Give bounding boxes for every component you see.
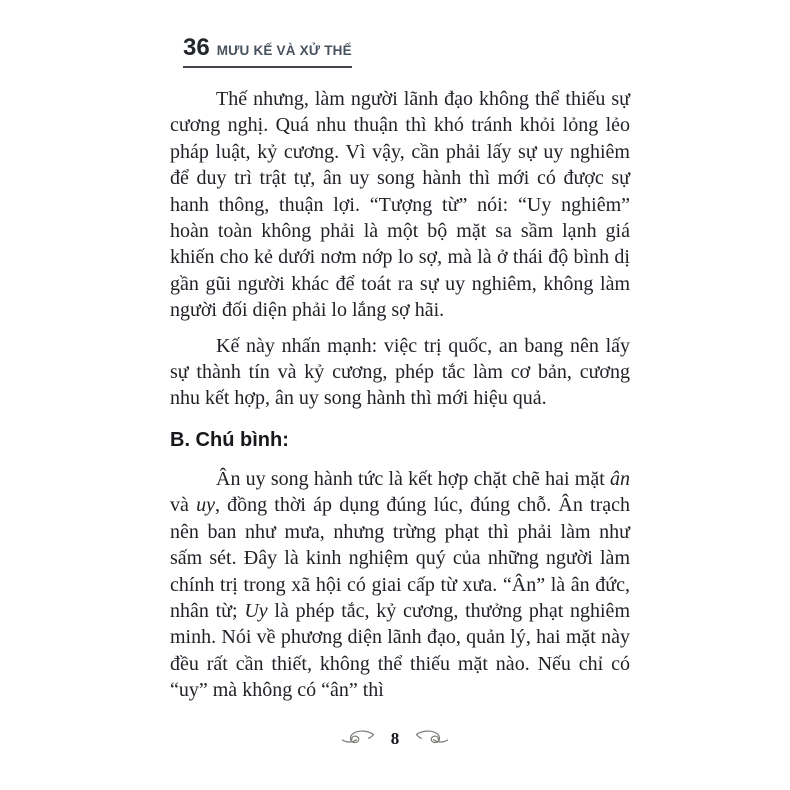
chapter-number: 36: [183, 34, 210, 61]
section-heading: B. Chú bình:: [170, 428, 289, 451]
flourish-left-icon: [341, 729, 375, 747]
paragraph: Thế nhưng, làm người lãnh đạo không thể thiếu sự cương nghị. Quá nhu thuận thì khó tránh khỏi lỏng lẻo pháp luật, kỷ cương. Vì vậy, cần phải lấy sự uy nghiêm để duy trì trật tự, ân uy song hành thì mới có được sự hanh thông, thuận lợi. “Tượng từ” nói: “Uy nghiêm” hoàn toàn không phải là một bộ mặt sa sầm lạnh giá khiến cho kẻ dưới nơm nớp lo sợ, mà là ở thái độ bình dị gần gũi người khác để toát ra sự uy nghiêm, không làm người đối diện phải lo lắng sợ hãi.: [170, 88, 630, 322]
page-number: 8: [390, 728, 400, 748]
paragraph: Kế này nhấn mạnh: việc trị quốc, an bang nên lấy sự thành tín và kỷ cương, phép tắc làm cơ bản, cương nhu kết hợp, ân uy song hành thì mới hiệu quả.: [170, 334, 630, 410]
body-text: [170, 86, 630, 713]
paragraph: Ân uy song hành tức là kết hợp chặt chẽ hai mặt ân và uy, đồng thời áp dụng đúng lúc, đúng chỗ. Ân trạch nên ban như mưa, nhưng trừng phạt thì phải làm như sấm sét. Đây là kinh nghiệm quý của những người làm chính trị trong xã hội có giai cấp từ xưa. “Ân” là ân đức, nhân từ; Uy là phép tắc, kỷ cương, thưởng phạt nghiêm minh. Nói về phương diện lãnh đạo, quản lý, hai mặt này đều rất cần thiết, không thể thiếu mặt nào. Nếu chỉ có “uy” mà không có “ân” thì: [170, 467, 630, 702]
header-rule: [183, 36, 352, 68]
book-title: MƯU KẾ VÀ XỬ THẾ: [216, 43, 352, 58]
flourish-right-icon: [415, 729, 449, 747]
page-header: [183, 36, 352, 68]
page-footer: [0, 729, 790, 747]
